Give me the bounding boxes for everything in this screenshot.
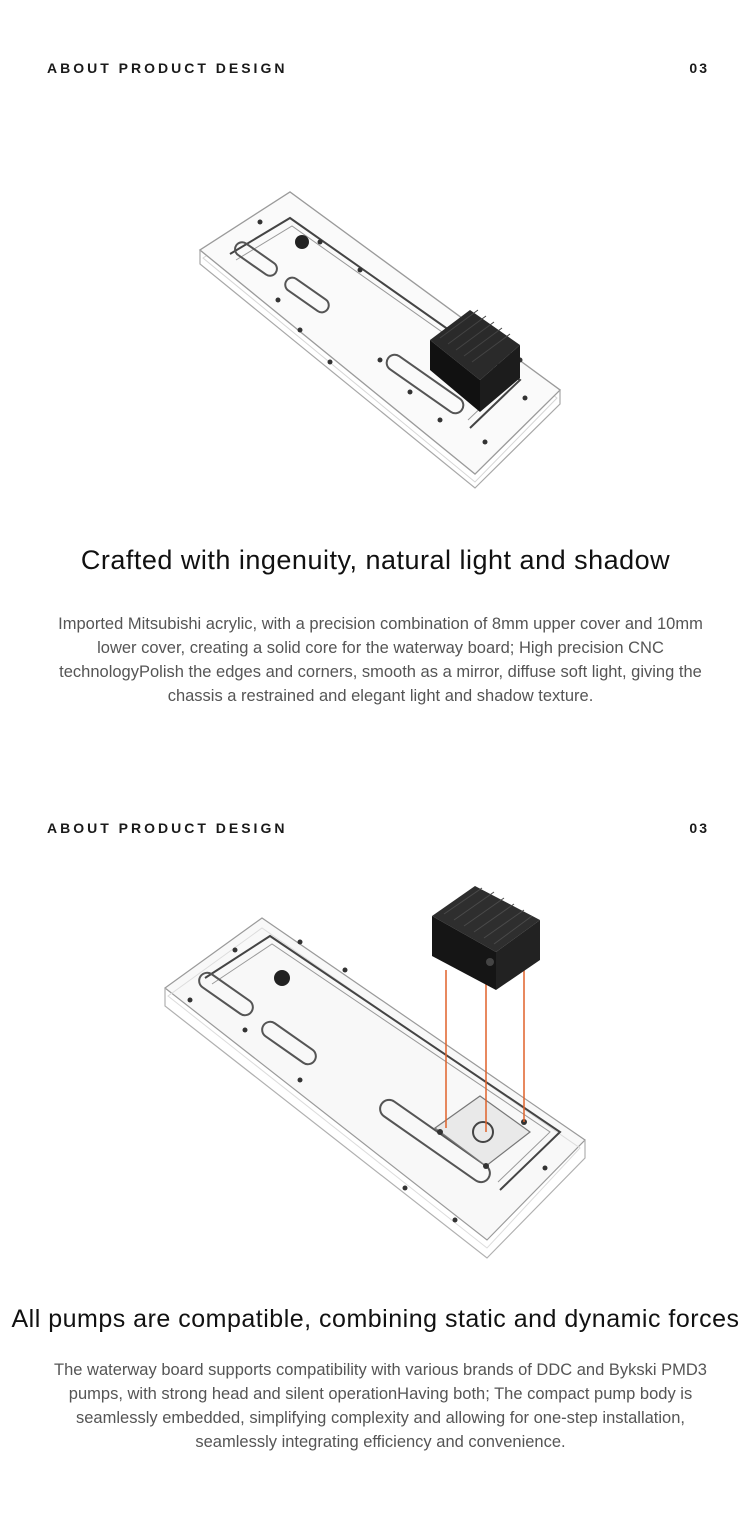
section-number: 03: [689, 820, 709, 836]
section-headline: All pumps are compatible, combining static and dynamic forces: [11, 1305, 740, 1333]
design-section-2: [0, 760, 751, 1517]
section-body-text: Imported Mitsubishi acrylic, with a precision combination of 8mm upper cover and 10mm lower cover, creating a solid core for the waterway board; High precision CNC technologyPolish the edges and corners, smooth as a mirror, diffuse soft light, giving the chassis a restrained and elegant light and shadow texture.: [58, 615, 703, 705]
waterway-board-assembled-image: [0, 180, 751, 490]
section-label: ABOUT PRODUCT DESIGN: [47, 820, 288, 836]
section-number: 03: [689, 60, 709, 76]
section-headline: Crafted with ingenuity, natural light and shadow: [80, 545, 671, 575]
section-body-text: The waterway board supports compatibility with various brands of DDC and Bykski PMD3 pumps, with strong head and silent operationHaving both; The compact pump body is seamlessly embedded, simplifying complexity and allowing for one-step installation, seamlessly integrating efficiency and convenience.: [54, 1361, 707, 1451]
section-label: ABOUT PRODUCT DESIGN: [47, 60, 288, 76]
waterway-board-exploded-image: [0, 870, 751, 1260]
